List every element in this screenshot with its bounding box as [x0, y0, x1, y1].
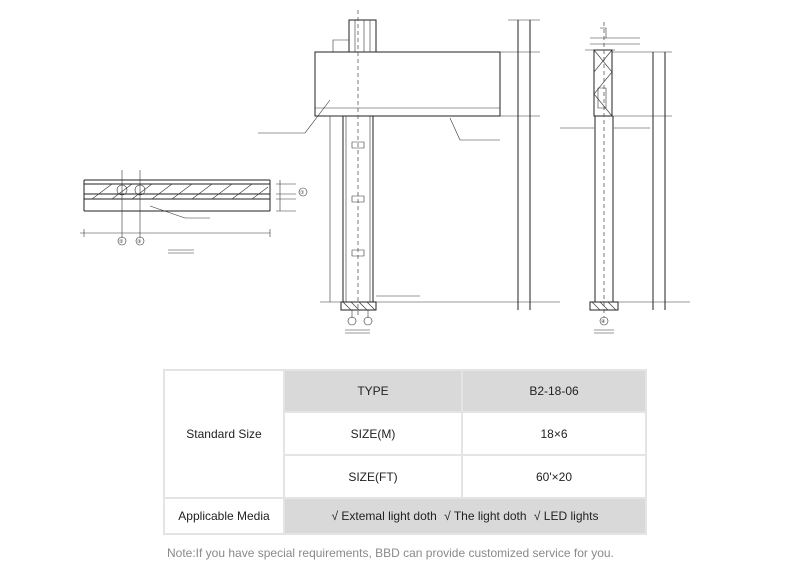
size-ft-value: 60'×20 [463, 456, 645, 497]
marker-2: ② [119, 239, 124, 245]
marker-3: ③ [137, 239, 142, 245]
standard-size-label: Standard Size [165, 371, 283, 497]
media-item-light-cloth: √ The light doth [444, 509, 527, 523]
applicable-media-value [285, 499, 645, 533]
spec-table [163, 369, 647, 535]
size-m-label: SIZE(M) [285, 413, 461, 454]
applicable-media-label: Applicable Media [165, 499, 283, 533]
media-item-led-lights: √ LED lights [533, 509, 599, 523]
marker-4: ④ [601, 319, 606, 325]
truss-plan-view [80, 170, 307, 253]
type-value: B2-18-06 [463, 371, 645, 411]
front-elevation-view [258, 10, 560, 333]
type-label: TYPE [285, 371, 461, 411]
size-ft-label: SIZE(FT) [285, 456, 461, 497]
size-m-value: 18×6 [463, 413, 645, 454]
customization-note: Note:If you have special requirements, BBD can provide customized service for you. [167, 546, 614, 560]
marker-1: ① [300, 190, 305, 196]
side-elevation-view [560, 22, 690, 333]
media-item-external-light: √ Extemal light doth [331, 509, 437, 523]
